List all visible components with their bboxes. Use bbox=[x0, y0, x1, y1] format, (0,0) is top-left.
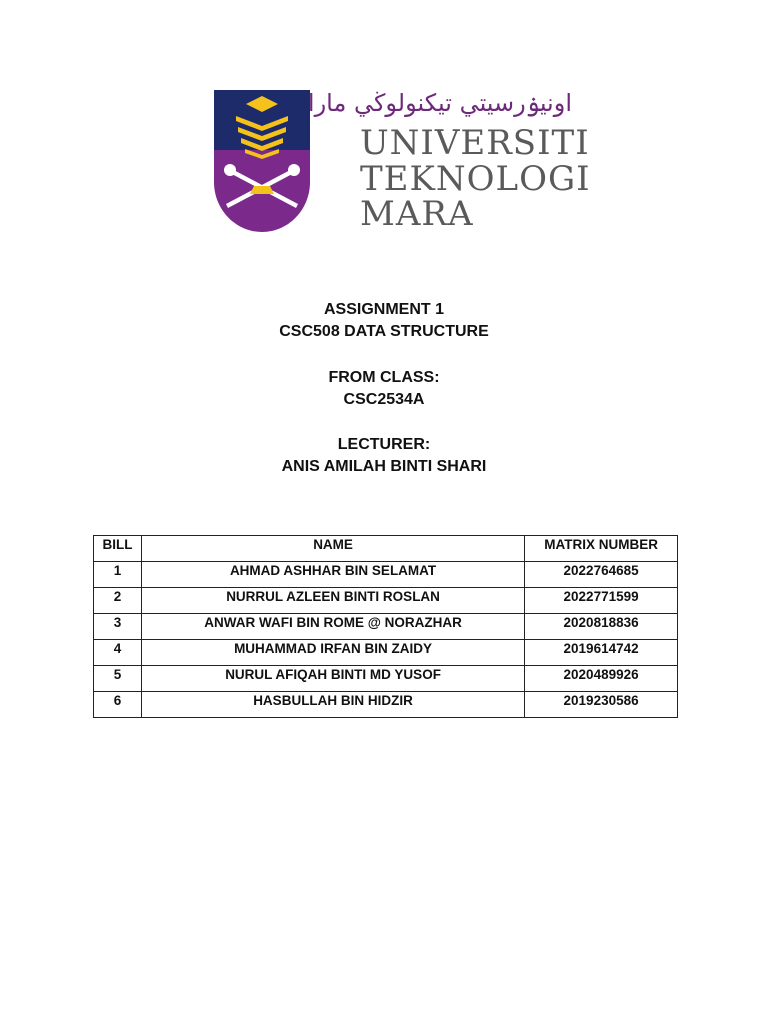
class-label: FROM CLASS: bbox=[328, 369, 440, 386]
assignment-title: ASSIGNMENT 1 bbox=[323, 301, 444, 318]
cell-name: HASBULLAH BIN HIDZIR bbox=[141, 692, 524, 718]
cell-bill: 5 bbox=[94, 666, 142, 692]
cell-name: MUHAMMAD IRFAN BIN ZAIDY bbox=[141, 640, 524, 666]
table-row bbox=[94, 562, 678, 588]
cell-bill: 1 bbox=[94, 562, 142, 588]
class-block bbox=[0, 367, 768, 411]
logo-line-mara: MARA bbox=[360, 194, 474, 234]
logo-line-teknologi: TEKNOLOGI bbox=[360, 159, 591, 199]
logo-jawi-text: اونيۏرسيتي تيكنولوڬي مارا bbox=[307, 89, 572, 117]
header-name: NAME bbox=[141, 536, 524, 562]
cell-name: ANWAR WAFI BIN ROME @ NORAZHAR bbox=[141, 614, 524, 640]
cell-bill: 3 bbox=[94, 614, 142, 640]
lecturer-label: LECTURER: bbox=[337, 436, 431, 453]
cell-bill: 4 bbox=[94, 640, 142, 666]
lecturer-block bbox=[0, 434, 768, 478]
assignment-heading bbox=[0, 299, 768, 343]
table-header-row bbox=[94, 536, 678, 562]
cell-name: NURUL AFIQAH BINTI MD YUSOF bbox=[141, 666, 524, 692]
logo-line-universiti: UNIVERSITI bbox=[360, 123, 590, 163]
cell-matrix-number: 2022771599 bbox=[525, 588, 678, 614]
cell-matrix-number: 2019614742 bbox=[525, 640, 678, 666]
table-row bbox=[94, 588, 678, 614]
cell-matrix-number: 2022764685 bbox=[525, 562, 678, 588]
uitm-logo bbox=[214, 86, 591, 234]
uitm-shield-icon bbox=[214, 90, 310, 232]
cell-matrix-number: 2019230586 bbox=[525, 692, 678, 718]
header-matrix-number: MATRIX NUMBER bbox=[525, 536, 678, 562]
table-row bbox=[94, 666, 678, 692]
cell-matrix-number: 2020818836 bbox=[525, 614, 678, 640]
cell-bill: 2 bbox=[94, 588, 142, 614]
course-title: CSC508 DATA STRUCTURE bbox=[279, 323, 489, 340]
table-row bbox=[94, 614, 678, 640]
cell-matrix-number: 2020489926 bbox=[525, 666, 678, 692]
member-table bbox=[93, 535, 678, 718]
table-row bbox=[94, 692, 678, 718]
cell-bill: 6 bbox=[94, 692, 142, 718]
table-row bbox=[94, 640, 678, 666]
cell-name: NURRUL AZLEEN BINTI ROSLAN bbox=[141, 588, 524, 614]
class-value: CSC2534A bbox=[343, 391, 425, 408]
header-bill: BILL bbox=[94, 536, 142, 562]
cell-name: AHMAD ASHHAR BIN SELAMAT bbox=[141, 562, 524, 588]
lecturer-value: ANIS AMILAH BINTI SHARI bbox=[281, 458, 487, 475]
